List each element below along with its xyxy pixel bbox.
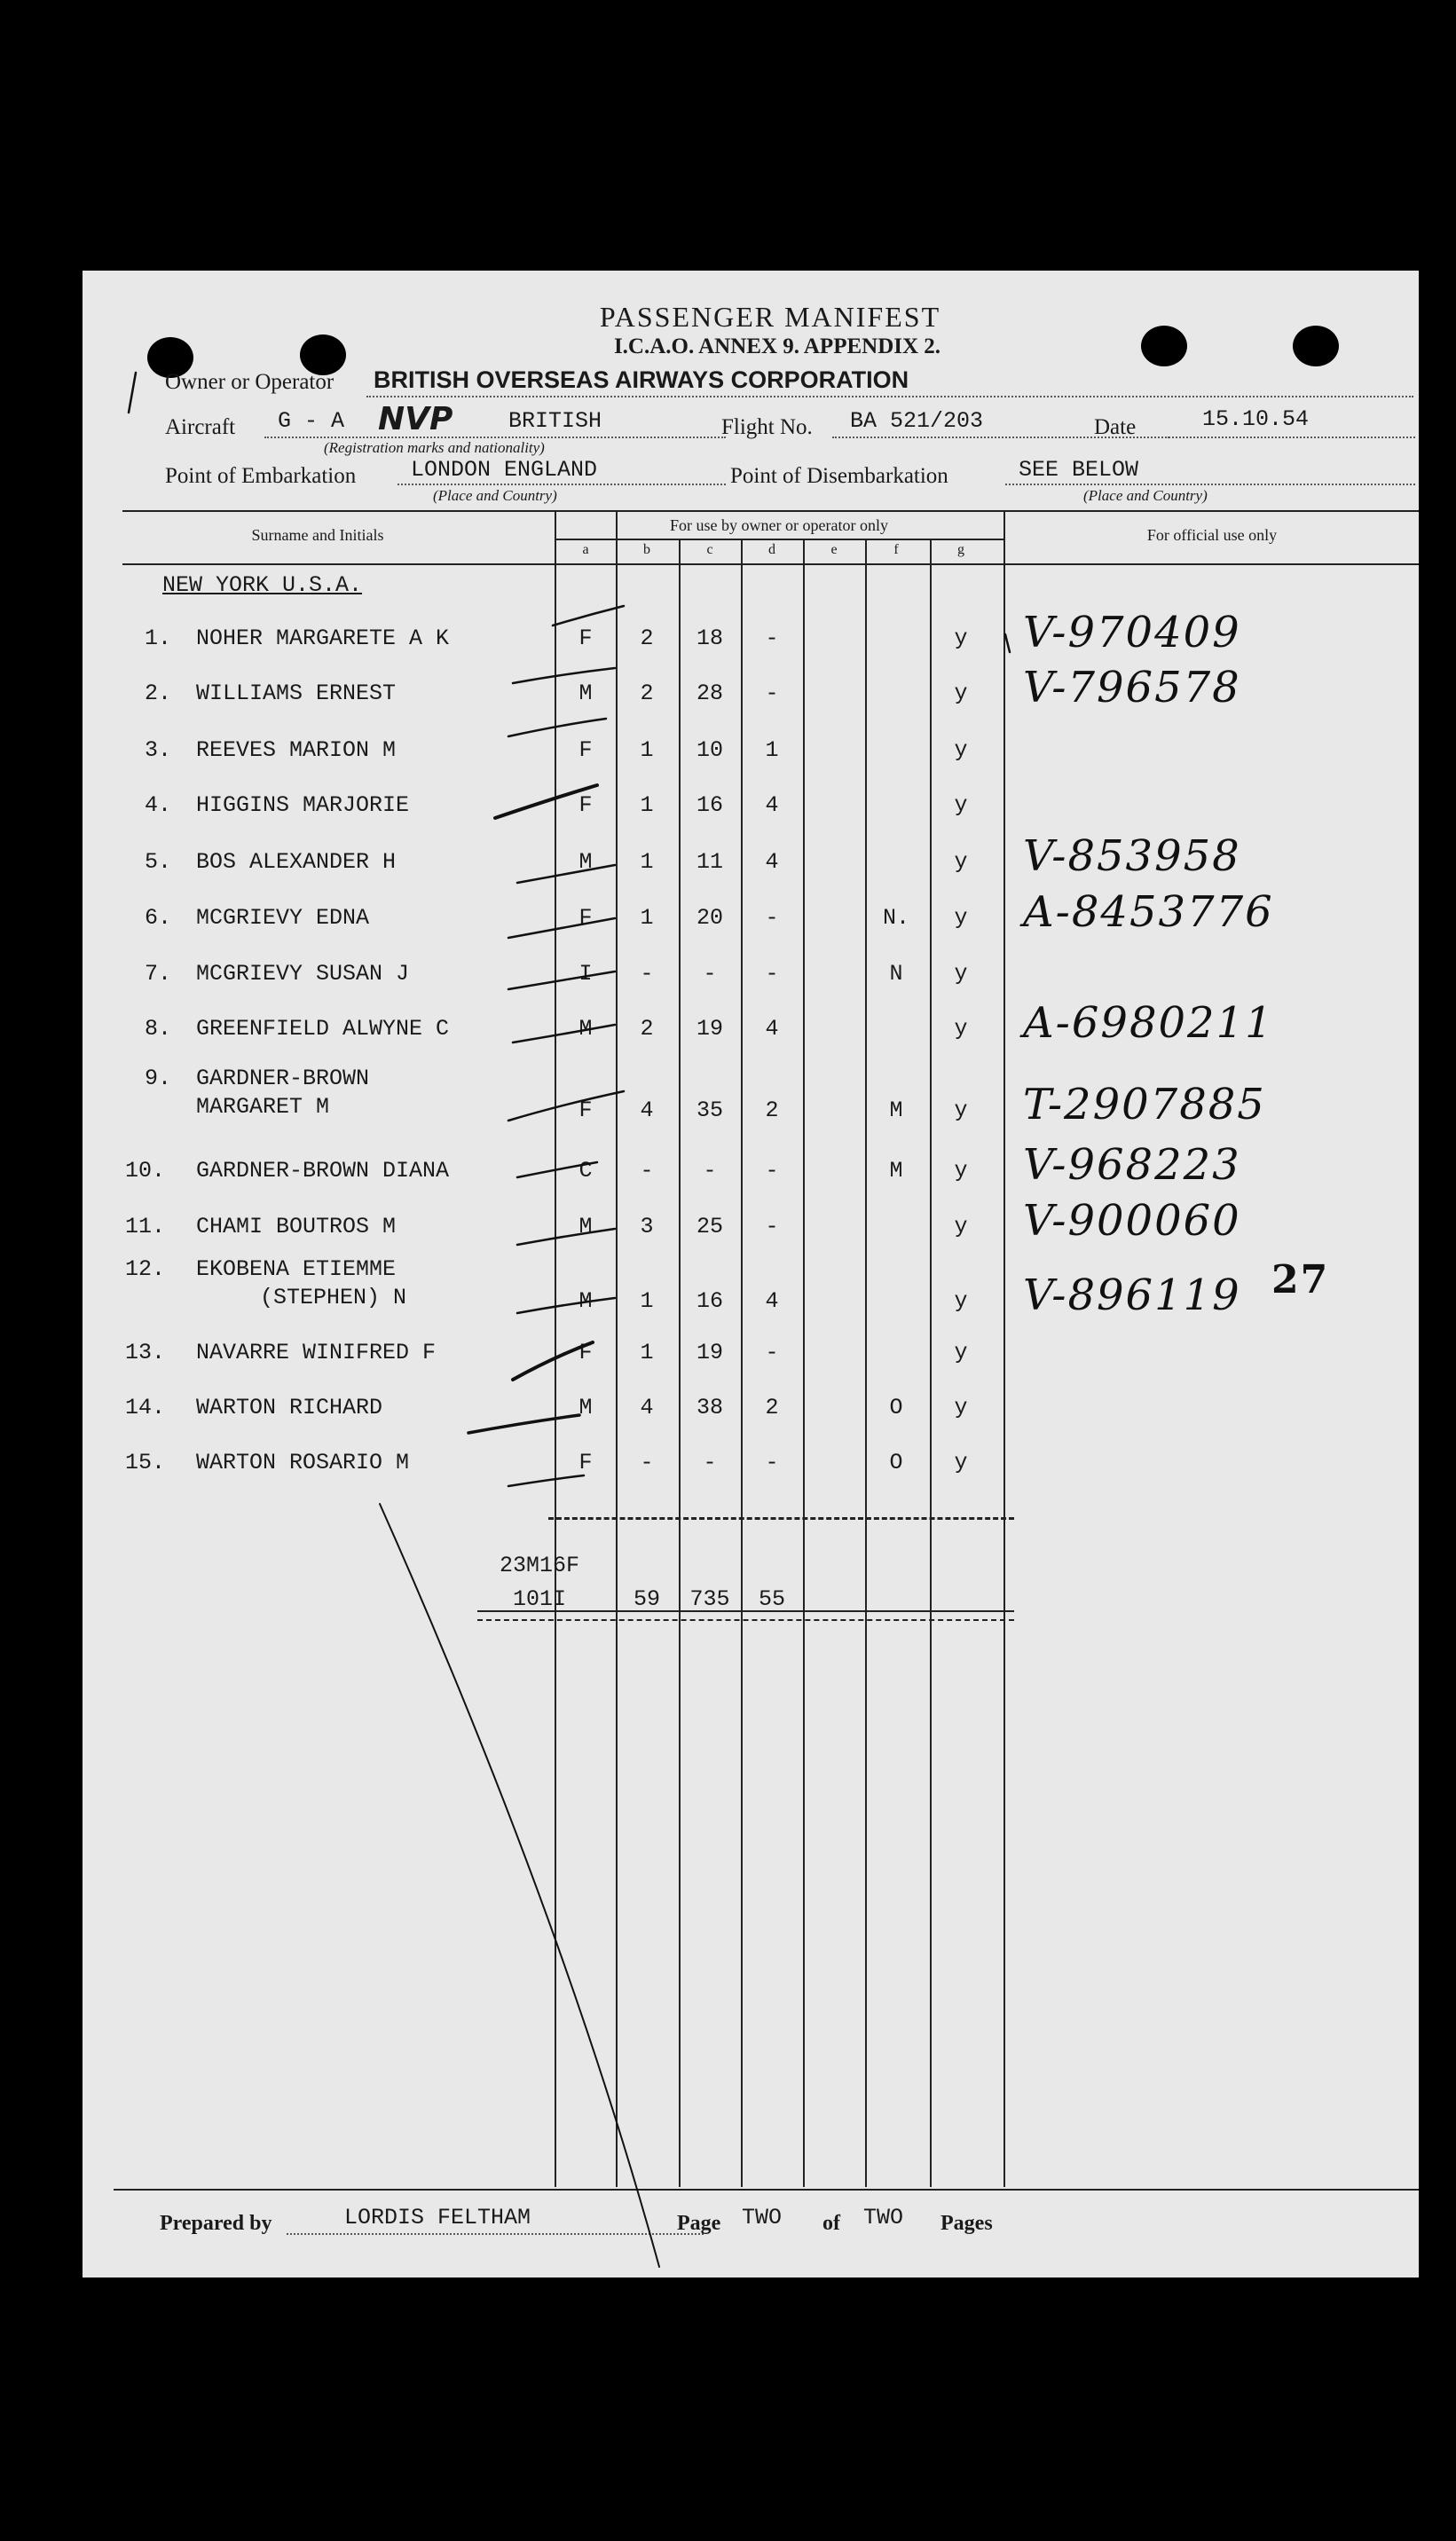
cell-b: 3 (640, 1214, 654, 1239)
official-column-header: For official use only (1146, 526, 1278, 544)
cell-g: y (954, 905, 968, 931)
aircraft-value: G - A (278, 408, 345, 434)
embarkation-value: LONDON ENGLAND (411, 457, 598, 483)
cell-a: F (578, 1097, 593, 1123)
cell-g: y (954, 680, 968, 706)
cell-c: - (703, 1158, 717, 1184)
cell-f: O (889, 1395, 903, 1420)
cell-a: F (578, 792, 593, 818)
official-number: V-968223 (1023, 1140, 1241, 1190)
cell-g: y (954, 1097, 968, 1123)
cell-f: O (889, 1450, 903, 1475)
date-label: Date (1094, 415, 1137, 439)
cell-a: F (578, 905, 593, 931)
passenger-name: WARTON ROSARIO M (196, 1450, 410, 1475)
passenger-name: BOS ALEXANDER H (196, 849, 397, 875)
cell-c: 38 (696, 1395, 723, 1420)
passenger-name-line2: MARGARET M (196, 1094, 330, 1120)
date-value: 15.10.54 (1202, 406, 1310, 432)
owner-label: Owner or Operator (165, 370, 334, 394)
passenger-name: MCGRIEVY EDNA (196, 905, 370, 931)
passenger-name: REEVES MARION M (196, 737, 397, 763)
cell-f: M (889, 1097, 903, 1123)
passenger-number: 4. (145, 792, 172, 818)
cell-b: 1 (640, 1288, 654, 1314)
official-number: V-900060 (1023, 1196, 1241, 1246)
passenger-number: 13. (125, 1340, 166, 1365)
passenger-number: 11. (125, 1214, 166, 1239)
passenger-number: 7. (145, 961, 172, 987)
cell-d: - (765, 680, 779, 706)
cell-b: - (640, 1450, 654, 1475)
cell-d: - (765, 1450, 779, 1475)
cell-d: 4 (765, 792, 779, 818)
cell-b: 2 (640, 625, 654, 651)
cell-a: F (578, 1450, 593, 1475)
embarkation-note: (Place and Country) (433, 487, 557, 504)
cell-g: y (954, 792, 968, 818)
passenger-name: NOHER MARGARETE A K (196, 625, 450, 651)
disembarkation-value: SEE BELOW (1019, 457, 1139, 483)
cell-b: 1 (640, 1340, 654, 1365)
surname-column-header: Surname and Initials (251, 526, 384, 544)
totals-d: 55 (758, 1586, 785, 1612)
cell-c: 25 (696, 1214, 723, 1239)
passenger-number: 6. (145, 905, 172, 931)
cell-c: 28 (696, 680, 723, 706)
cell-d: 4 (765, 1016, 779, 1042)
cell-d: 2 (765, 1395, 779, 1420)
cell-a: F (578, 737, 593, 763)
cell-b: 1 (640, 905, 654, 931)
of-value: TWO (863, 2205, 904, 2230)
owner-use-column-header: For use by owner or operator only (670, 516, 888, 534)
cell-d: - (765, 1340, 779, 1365)
column-letter-e: e (830, 542, 838, 557)
cell-g: y (954, 625, 968, 651)
passenger-name: NAVARRE WINIFRED F (196, 1340, 437, 1365)
prepared-label: Prepared by (160, 2212, 272, 2235)
disembarkation-note: (Place and Country) (1083, 487, 1208, 504)
pen-strokes (83, 271, 1419, 2277)
passenger-number: 12. (125, 1256, 166, 1282)
cell-a: M (578, 1395, 593, 1420)
cell-a: I (578, 961, 593, 987)
cell-c: 20 (696, 905, 723, 931)
passenger-name: GARDNER-BROWN DIANA (196, 1158, 450, 1184)
disembarkation-label: Point of Disembarkation (730, 464, 948, 488)
cell-b: 1 (640, 849, 654, 875)
official-number: V-796578 (1023, 663, 1241, 712)
official-number: A-8453776 (1023, 887, 1274, 937)
manifest-subtitle: I.C.A.O. ANNEX 9. APPENDIX 2. (613, 334, 941, 358)
cell-g: y (954, 1288, 968, 1314)
cell-b: 1 (640, 737, 654, 763)
owner-value: BRITISH OVERSEAS AIRWAYS CORPORATION (374, 366, 909, 393)
aircraft-label: Aircraft (165, 415, 236, 439)
totals-c: 735 (689, 1586, 730, 1612)
cell-a: M (578, 1288, 593, 1314)
cell-c: - (703, 1450, 717, 1475)
cell-g: y (954, 1214, 968, 1239)
cell-b: 1 (640, 792, 654, 818)
passenger-number: 14. (125, 1395, 166, 1420)
cell-c: 35 (696, 1097, 723, 1123)
totals-infant-count: 101I (513, 1586, 567, 1612)
totals-b: 59 (633, 1586, 660, 1612)
column-letter-d: d (768, 542, 775, 557)
passenger-number: 5. (145, 849, 172, 875)
cell-a: F (578, 1340, 593, 1365)
official-number: V-970409 (1023, 608, 1241, 657)
cell-c: 11 (696, 849, 723, 875)
cell-g: y (954, 1016, 968, 1042)
official-number: A-6980211 (1023, 998, 1274, 1048)
cell-c: 19 (696, 1340, 723, 1365)
cell-a: C (578, 1158, 593, 1184)
pages-label: Pages (940, 2212, 993, 2235)
destination-heading: NEW YORK U.S.A. (162, 572, 363, 598)
aircraft-handwritten: NVP (378, 401, 453, 437)
cell-c: 16 (696, 792, 723, 818)
page-label: Page (677, 2212, 721, 2235)
passenger-name-line2: (STEPHEN) N (260, 1285, 407, 1310)
cell-d: 4 (765, 849, 779, 875)
flight-value: BA 521/203 (850, 408, 984, 434)
column-letter-c: c (706, 542, 713, 557)
official-number: V-853958 (1023, 831, 1241, 881)
cell-g: y (954, 1158, 968, 1184)
cell-d: - (765, 625, 779, 651)
cell-g: y (954, 961, 968, 987)
cell-c: 10 (696, 737, 723, 763)
cell-g: y (954, 1340, 968, 1365)
column-letter-g: g (957, 542, 964, 557)
cell-f: M (889, 1158, 903, 1184)
cell-g: y (954, 737, 968, 763)
aircraft-note: (Registration marks and nationality) (324, 439, 545, 456)
manifest-title: PASSENGER MANIFEST (599, 301, 941, 333)
cell-a: M (578, 1016, 593, 1042)
column-letter-a: a (582, 542, 589, 557)
passenger-name: WARTON RICHARD (196, 1395, 383, 1420)
aircraft-nationality: BRITISH (508, 408, 602, 434)
cell-a: M (578, 680, 593, 706)
cell-a: M (578, 849, 593, 875)
cell-g: y (954, 1395, 968, 1420)
cell-d: 1 (765, 737, 779, 763)
cell-c: 19 (696, 1016, 723, 1042)
passenger-name: EKOBENA ETIEMME (196, 1256, 397, 1282)
cell-d: - (765, 905, 779, 931)
flight-label: Flight No. (721, 415, 813, 439)
cell-a: M (578, 1214, 593, 1239)
passenger-name: WILLIAMS ERNEST (196, 680, 397, 706)
cell-b: 2 (640, 680, 654, 706)
totals-sex-count: 23M16F (500, 1553, 580, 1578)
passenger-name: MCGRIEVY SUSAN J (196, 961, 410, 987)
prepared-value: LORDIS FELTHAM (344, 2205, 531, 2230)
column-letter-b: b (643, 542, 650, 557)
cell-g: y (954, 849, 968, 875)
cell-b: 4 (640, 1097, 654, 1123)
embarkation-label: Point of Embarkation (165, 464, 357, 488)
cell-c: 18 (696, 625, 723, 651)
cell-b: - (640, 1158, 654, 1184)
cell-d: - (765, 1214, 779, 1239)
passenger-number: 8. (145, 1016, 172, 1042)
passenger-name: GREENFIELD ALWYNE C (196, 1016, 450, 1042)
cell-d: - (765, 961, 779, 987)
page-value: TWO (742, 2205, 783, 2230)
manifest-page (83, 271, 1419, 2277)
cell-d: 4 (765, 1288, 779, 1314)
passenger-number: 15. (125, 1450, 166, 1475)
official-number: V-896119 (1023, 1270, 1241, 1320)
passenger-number: 9. (145, 1066, 172, 1091)
passenger-name: HIGGINS MARJORIE (196, 792, 410, 818)
passenger-number: 2. (145, 680, 172, 706)
annotation-27: 27 (1271, 1257, 1330, 1302)
cell-d: 2 (765, 1097, 779, 1123)
cell-a: F (578, 625, 593, 651)
cell-b: 4 (640, 1395, 654, 1420)
official-number: T-2907885 (1023, 1080, 1266, 1129)
cell-c: 16 (696, 1288, 723, 1314)
passenger-number: 10. (125, 1158, 166, 1184)
cell-f: N. (882, 905, 909, 931)
cell-d: - (765, 1158, 779, 1184)
cell-c: - (703, 961, 717, 987)
passenger-name: CHAMI BOUTROS M (196, 1214, 397, 1239)
of-label: of (822, 2212, 840, 2235)
passenger-name: GARDNER-BROWN (196, 1066, 370, 1091)
check-mark-stroke (129, 373, 136, 413)
passenger-number: 1. (145, 625, 172, 651)
cell-f: N (889, 961, 903, 987)
cell-b: 2 (640, 1016, 654, 1042)
cell-g: y (954, 1450, 968, 1475)
column-letter-f: f (893, 542, 899, 557)
passenger-number: 3. (145, 737, 172, 763)
cell-b: - (640, 961, 654, 987)
